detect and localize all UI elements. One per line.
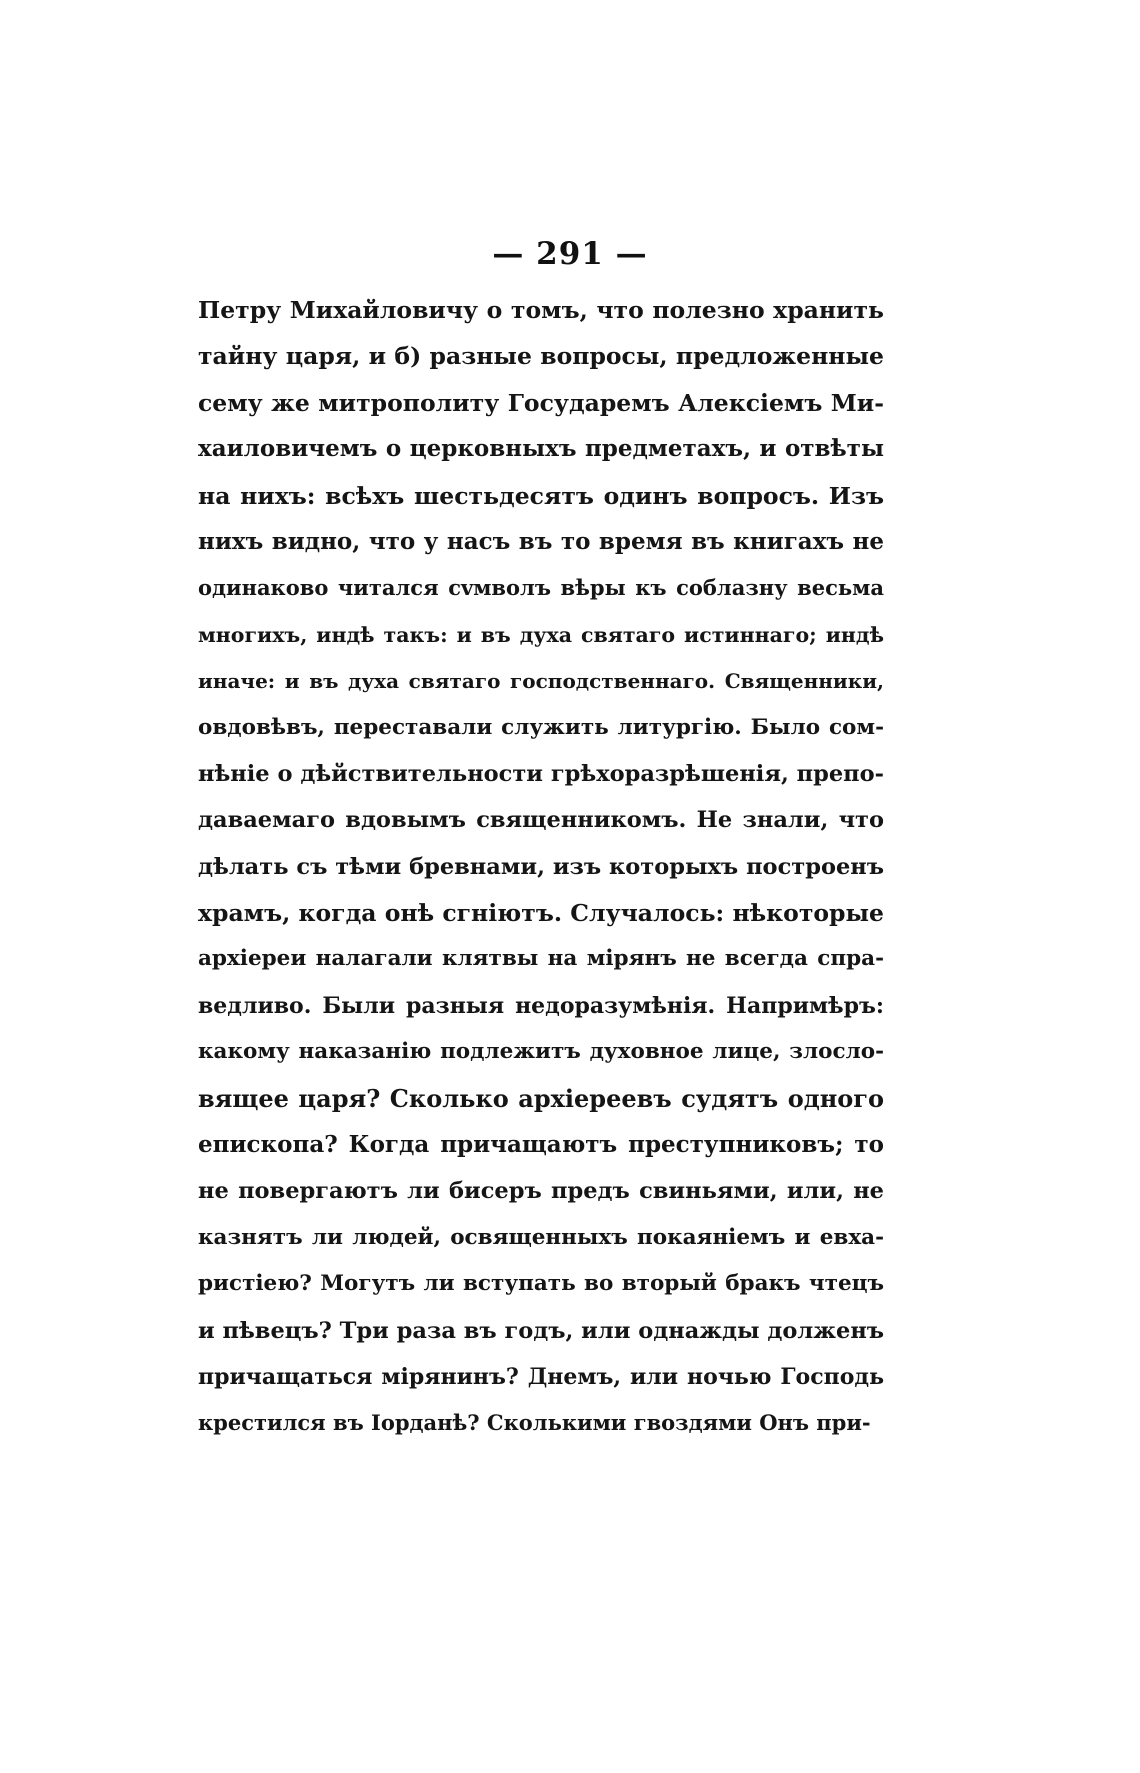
text-line: и пѣвецъ? Три раза въ годъ, или однажды долженъ [198, 1317, 885, 1344]
text-line: Петру Михайловичу о томъ, что полезно хранить [198, 296, 884, 324]
text-line: даваемаго вдовымъ священникомъ. Не знали, что [198, 807, 884, 834]
text-line: не повергаютъ ли бисеръ предъ свиньями, или, не [198, 1178, 884, 1205]
text-line: хаиловичемъ о церковныхъ предметахъ, и отвѣты [198, 435, 884, 463]
page-number: — 291 — [492, 236, 648, 272]
text-line: казнятъ ли людей, освященныхъ покаянiемъ и евха- [198, 1224, 884, 1250]
text-line: на нихъ: всѣхъ шестьдесятъ одинъ вопросъ. Изъ [198, 481, 884, 510]
text-line: многихъ, индѣ такъ: и въ духа святаго истиннаго; индѣ [198, 622, 884, 647]
text-line: иначе: и въ духа святаго господственнаго. Священники, [198, 669, 884, 694]
text-line: крестился въ Iорданѣ? Сколькими гвоздями Онъ при- [198, 1410, 871, 1436]
text-line: храмъ, когда онѣ сгнiютъ. Случалось: нѣкоторые [198, 899, 884, 928]
text-line: вящее царя? Сколько архiереевъ судятъ одного [198, 1083, 884, 1113]
text-line: ристiею? Могутъ ли вступать во вторый бракъ чтецъ [198, 1271, 884, 1297]
text-line: нѣнiе о дѣйствительности грѣхоразрѣшенiя, препо- [198, 760, 884, 787]
text-line: ведливо. Были разныя недоразумѣнiя. Напримѣръ: [198, 992, 884, 1019]
text-line: овдовѣвъ, переставали служить литургiю. Было сом- [198, 714, 884, 740]
text-line: архiереи налагали клятвы на мiрянъ не всегда спра- [198, 946, 884, 972]
text-line: причащаться мiрянинъ? Днемъ, или ночью Господь [198, 1363, 884, 1390]
text-line: тайну царя, и б) разные вопросы, предложенные [198, 342, 884, 371]
text-line: дѣлать съ тѣми бревнами, изъ которыхъ построенъ [198, 853, 884, 880]
text-line: какому наказанiю подлежитъ духовное лице, злосло- [198, 1039, 884, 1065]
text-line: нихъ видно, что у насъ въ то время въ книгахъ не [198, 527, 884, 555]
text-line: епископа? Когда причащаютъ преступниковъ; то [198, 1131, 884, 1159]
body-text [198, 287, 884, 1447]
text-line: сему же митрополиту Государемъ Алексiемъ Ми- [198, 388, 884, 417]
text-line: одинаково читался сvмволъ вѣры къ соблазну весьма [198, 575, 884, 601]
